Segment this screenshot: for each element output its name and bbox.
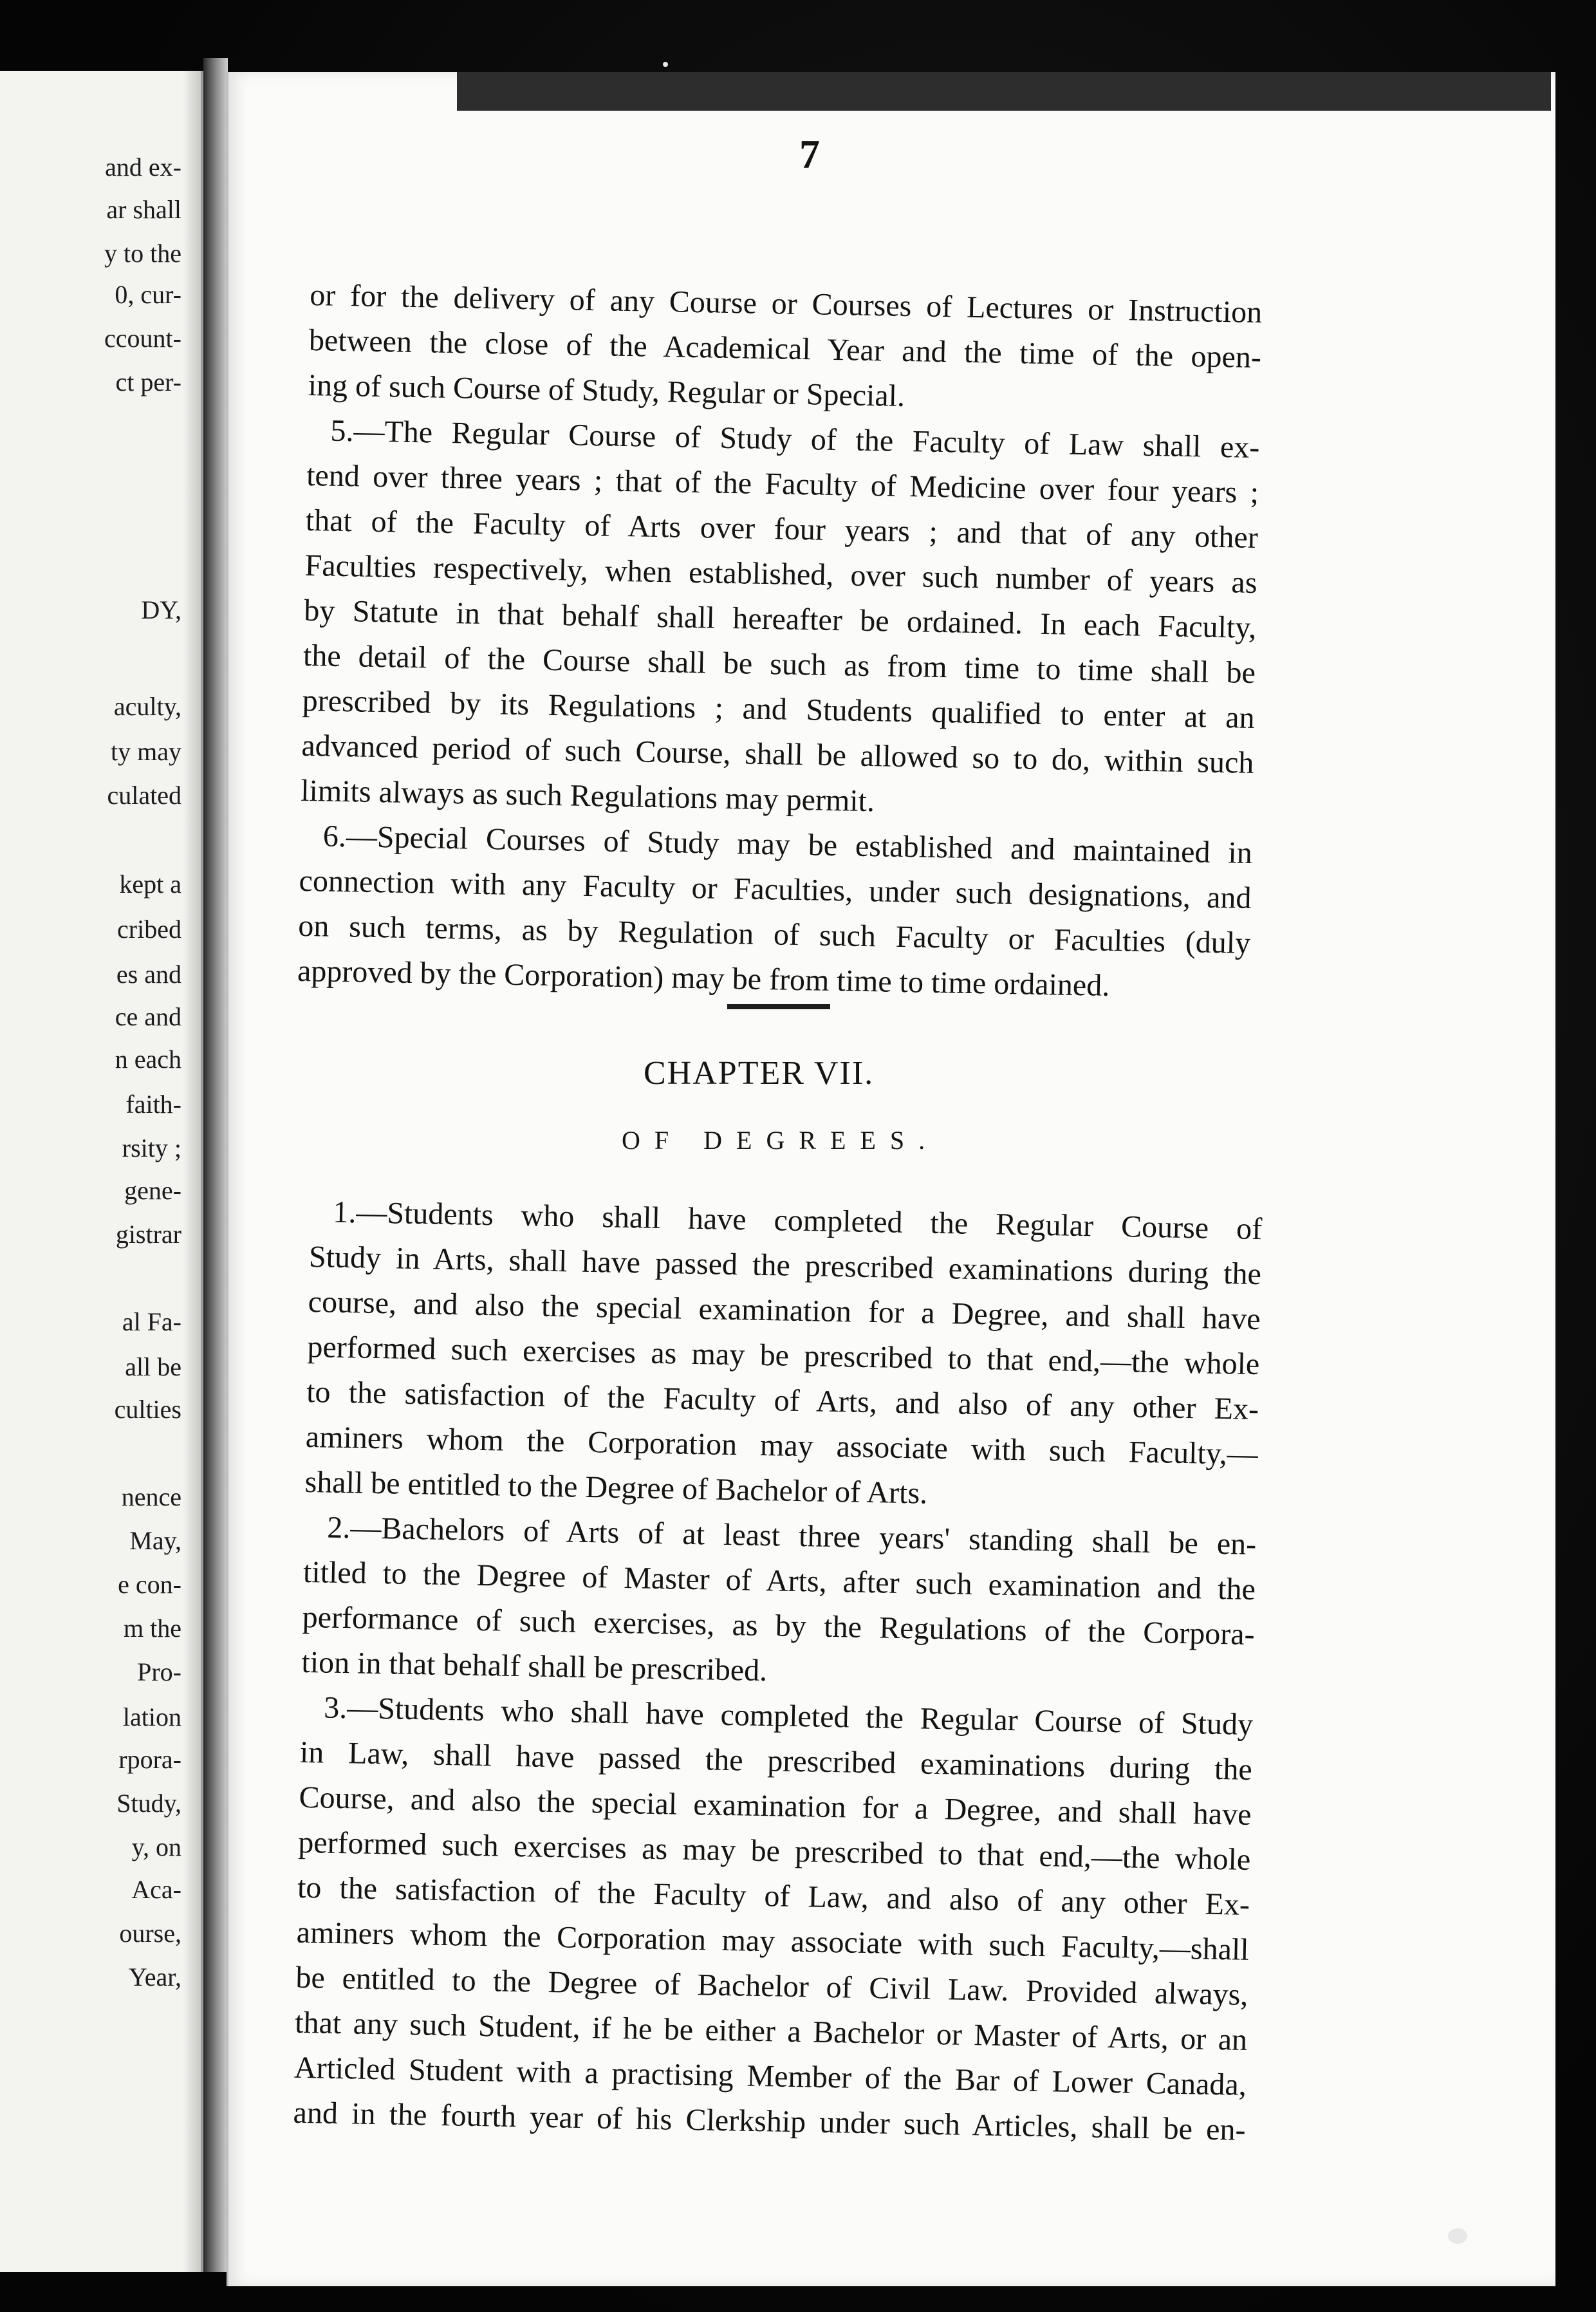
- facing-page-line: ccount-: [104, 324, 181, 353]
- facing-page-line: Year,: [128, 1962, 181, 1991]
- text-line: connection with any Faculty or Faculties, under such designations, and: [299, 863, 1252, 915]
- facing-page-line: ct per-: [115, 368, 181, 396]
- text-line: Articled Student with a practising Member of the Bar of Lower Canada,: [293, 2050, 1247, 2102]
- chapter-title: CHAPTER VII.: [644, 1055, 875, 1092]
- page-top-shadow: [457, 72, 1551, 111]
- text-line: Study in Arts, shall have passed the prescribed examinations during the: [308, 1239, 1262, 1292]
- text-block-degrees: [293, 1189, 1263, 2153]
- text-line: prescribed by its Regulations ; and Students qualified to enter at an: [302, 683, 1256, 736]
- text-line: the detail of the Course shall be such as from time to time shall be: [302, 638, 1256, 691]
- text-line: approved by the Corporation) may be from time to time ordained.: [297, 953, 1110, 1003]
- text-line: performed such exercises as may be prescribed to that end,—the whole: [297, 1825, 1251, 1877]
- facing-page-line: culties: [114, 1395, 181, 1424]
- facing-page-left: [0, 71, 203, 2272]
- text-line: ing of such Course of Study, Regular or Special.: [308, 368, 905, 413]
- facing-page-line: rpora-: [118, 1745, 181, 1774]
- facing-page-line: y to the: [104, 239, 181, 268]
- facing-page-line: n each: [115, 1045, 181, 1074]
- facing-page-line: DY,: [141, 595, 181, 624]
- text-line: that any such Student, if he be either a Bachelor or Master of Arts, or an: [294, 2005, 1248, 2057]
- text-line: course, and also the special examination for a Degree, and shall have: [308, 1284, 1261, 1337]
- text-line: aminers whom the Corporation may associate with such Faculty,—: [305, 1419, 1259, 1472]
- text-line: to the satisfaction of the Faculty of Arts, and also of any other Ex-: [306, 1374, 1259, 1427]
- text-line: and in the fourth year of his Clerkship under such Articles, shall be en-: [293, 2095, 1246, 2147]
- text-line: shall be entitled to the Degree of Bachelor of Arts.: [304, 1464, 928, 1511]
- facing-page-line: lation: [122, 1702, 181, 1731]
- facing-page-line: all be: [125, 1352, 181, 1381]
- text-line: 5.—The Regular Course of Study of the Faculty of Law shall ex-: [330, 413, 1260, 465]
- text-line: to the satisfaction of the Faculty of Law, and also of any other Ex-: [297, 1870, 1250, 1922]
- facing-page-line: and ex-: [105, 153, 181, 182]
- facing-page-line: cribed: [117, 915, 181, 944]
- facing-page-line: al Fa-: [122, 1307, 181, 1336]
- text-block-sections-5-6: [297, 273, 1262, 1011]
- text-line: that of the Faculty of Arts over four years ; and that of any other: [305, 503, 1259, 555]
- facing-page-line: culated: [107, 781, 181, 810]
- facing-page-line: Study,: [116, 1789, 181, 1818]
- text-line: limits always as such Regulations may permit.: [300, 773, 875, 819]
- facing-page-line: kept a: [119, 870, 181, 899]
- facing-page-line: e con-: [118, 1570, 181, 1599]
- text-line: advanced period of such Course, shall be allowed so to do, within such: [301, 728, 1254, 780]
- text-line: performance of such exercises, as by the Regulations of the Corpora-: [302, 1599, 1256, 1652]
- facing-page-line: es and: [116, 960, 181, 989]
- facing-page-line: ty may: [111, 737, 181, 766]
- facing-page-line: May,: [129, 1526, 181, 1555]
- page-number: 7: [799, 131, 820, 177]
- facing-page-line: nence: [121, 1482, 181, 1511]
- facing-page-line: m the: [124, 1614, 181, 1643]
- facing-page-line: Aca-: [131, 1875, 181, 1904]
- text-line: or for the delivery of any Course or Courses of Lectures or Instruction: [309, 277, 1263, 330]
- facing-page-line: ar shall: [106, 195, 181, 224]
- facing-page-line: gene-: [124, 1176, 181, 1205]
- text-line: 6.—Special Courses of Study may be established and maintained in: [322, 819, 1253, 870]
- text-line: aminers whom the Corporation may associate with such Faculty,—shall: [296, 1915, 1250, 1967]
- text-line: Course, and also the special examination for a Degree, and shall have: [299, 1780, 1252, 1832]
- facing-page-line: ce and: [115, 1002, 181, 1031]
- facing-page-line: faith-: [125, 1090, 181, 1119]
- facing-page-line: Pro-: [137, 1657, 181, 1686]
- text-line: 3.—Students who shall have completed the Regular Course of Study: [323, 1690, 1254, 1742]
- text-line: tend over three years ; that of the Faculty of Medicine over four years ;: [306, 458, 1259, 510]
- facing-page-line: aculty,: [113, 692, 181, 721]
- section-divider-rule: [727, 1004, 830, 1009]
- text-line: performed such exercises as may be prescribed to that end,—the whole: [307, 1329, 1260, 1382]
- text-line: titled to the Degree of Master of Arts, after such examination and the: [302, 1554, 1256, 1607]
- facing-page-line: gistrar: [115, 1220, 181, 1249]
- facing-page-line: y, on: [131, 1832, 181, 1861]
- chapter-subtitle: OF DEGREES.: [622, 1126, 940, 1155]
- book-gutter: [203, 58, 228, 2272]
- facing-page-line: rsity ;: [122, 1133, 181, 1162]
- text-line: between the close of the Academical Year and the time of the open-: [308, 322, 1262, 375]
- scan-speck: [663, 62, 668, 67]
- facing-page-line: ourse,: [119, 1919, 181, 1948]
- facing-page-line: 0, cur-: [115, 280, 181, 309]
- text-line: 2.—Bachelors of Arts of at least three years' standing shall be en-: [326, 1510, 1257, 1562]
- scan-speck: [1448, 2228, 1467, 2244]
- text-line: by Statute in that behalf shall hereafter be ordained. In each Faculty,: [303, 593, 1257, 646]
- text-line: on such terms, as by Regulation of such Faculty or Faculties (duly: [297, 908, 1251, 960]
- text-line: Faculties respectively, when established, over such number of years as: [304, 548, 1257, 601]
- text-line: be entitled to the Degree of Bachelor of Civil Law. Provided always,: [295, 1960, 1248, 2012]
- text-line: in Law, shall have passed the prescribed examinations during the: [299, 1735, 1253, 1787]
- text-line: 1.—Students who shall have completed the Regular Course of: [332, 1195, 1263, 1247]
- text-line: tion in that behalf shall be prescribed.: [301, 1645, 768, 1688]
